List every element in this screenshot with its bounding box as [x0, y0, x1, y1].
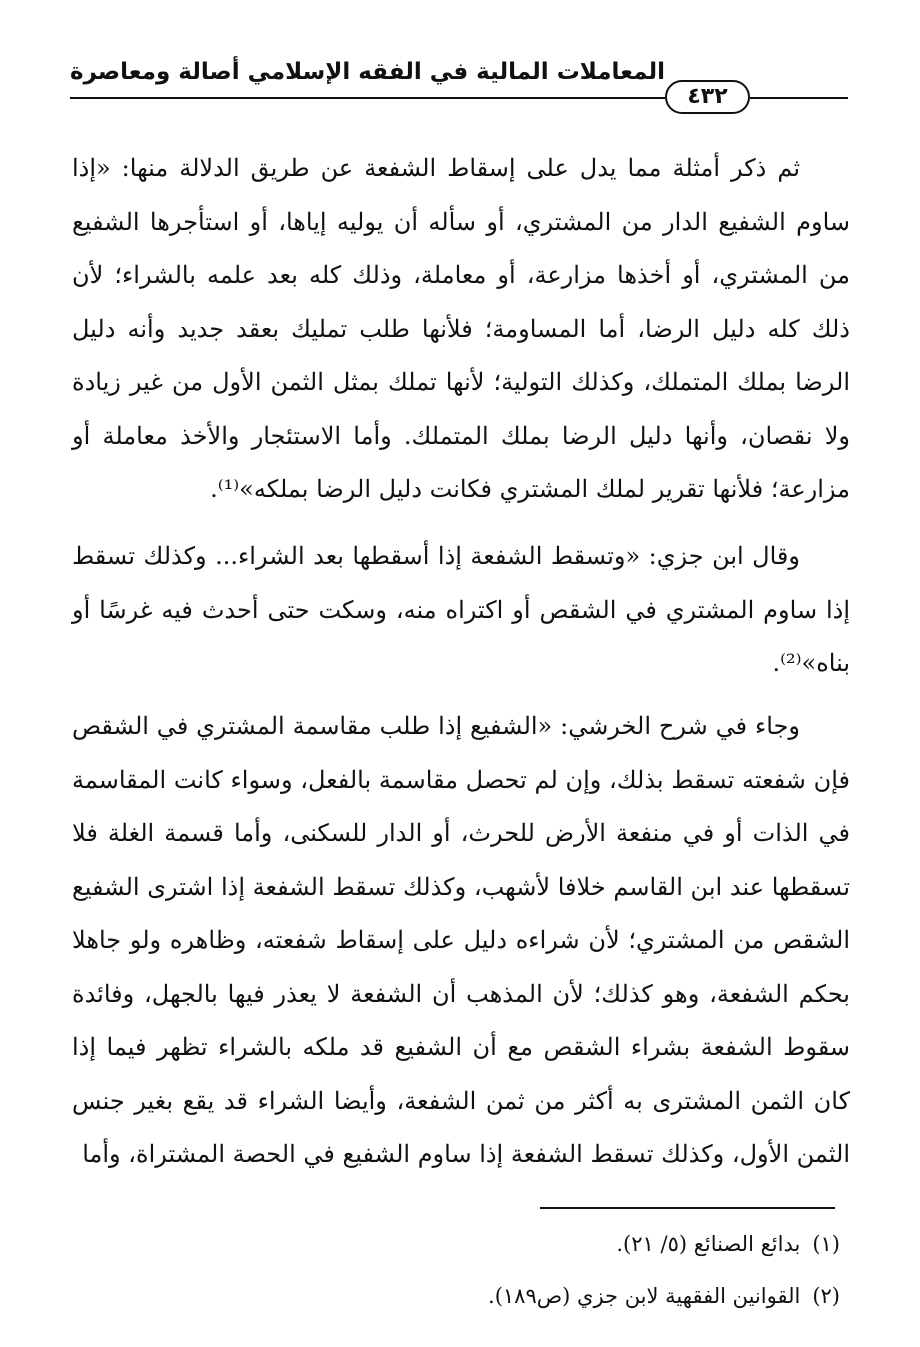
running-header-title: المعاملات المالية في الفقه الإسلامي أصالة ومعاصرة	[70, 59, 666, 85]
paragraph-text: وجاء في شرح الخرشي: «الشفيع إذا طلب مقاسمة المشتري في الشقص فإن شفعته تسقط بذلك، وإن لم تحصل مقاسمة بالفعل، وسواء كانت المقاسمة في الذات أو في منفعة الأرض للحرث، أو الدار للسكنى، وأما قسمة الغلة فلا تسقطها عند ابن القاسم خلافا لأشهب، وكذلك تسقط الشفعة إذا اشترى الشفيع الشقص من المشتري؛ لأن شراءه دليل على إسقاط شفعته، وظاهره ولو جاهلا بحكم الشفعة، وهو كذلك؛ لأن المذهب أن الشفعة لا يعذر فيها بالجهل، وفائدة سقوط الشفعة بشراء الشقص مع أن الشفيع قد ملكه بالشراء تظهر فيما إذا كان الثمن المشترى به أكثر من ثمن الشفعة، وأيضا الشراء قد يقع بغير جنس الثمن الأول، وكذلك تسقط الشفعة إذا ساوم الشفيع في الحصة المشتراة، وأما	[72, 712, 851, 1168]
body-paragraph	[72, 142, 850, 517]
header-rule	[750, 97, 848, 99]
footnote-text: بدائع الصنائع (٥/ ٢١).	[616, 1232, 801, 1256]
body-paragraph	[72, 530, 850, 691]
footnote	[70, 1226, 840, 1262]
footnote	[70, 1278, 840, 1314]
paragraph-text: ثم ذكر أمثلة مما يدل على إسقاط الشفعة عن طريق الدلالة منها: «إذا ساوم الشفيع الدار من المشتري، أو سأله أن يوليه إياها، أو استأجرها الشفيع من المشتري، أو أخذها مزارعة، أو معاملة، وذلك كله بعد علمه بالشراء؛ لأن ذلك كله دليل الرضا، أما المساومة؛ فلأنها طلب تمليك بعقد جديد وأنه دليل الرضا بملك المتملك، وكذلك التولية؛ لأنها تملك بمثل الثمن الأول من غير زيادة ولا نقصان، وأنها دليل الرضا بملك المتملك. وأما الاستئجار والأخذ معاملة أو مزارعة؛ فلأنها تقرير لملك المشتري فكانت دليل الرضا بملكه»⁽¹⁾.	[72, 154, 850, 503]
footnote-separator	[540, 1207, 835, 1209]
paragraph-text: وقال ابن جزي: «وتسقط الشفعة إذا أسقطها بعد الشراء... وكذلك تسقط إذا ساوم المشتري في الشقص أو اكتراه منه، وسكت حتى أحدث فيه غرسًا أو بناه»⁽²⁾.	[72, 542, 850, 677]
header-rule	[70, 97, 665, 99]
page-number-badge: ٤٣٢	[665, 80, 750, 114]
footnote-number: (١)	[812, 1232, 840, 1256]
footnote-text: القوانين الفقهية لابن جزي (ص١٨٩).	[488, 1284, 801, 1308]
footnote-number: (٢)	[812, 1284, 840, 1308]
body-paragraph	[72, 700, 850, 1182]
